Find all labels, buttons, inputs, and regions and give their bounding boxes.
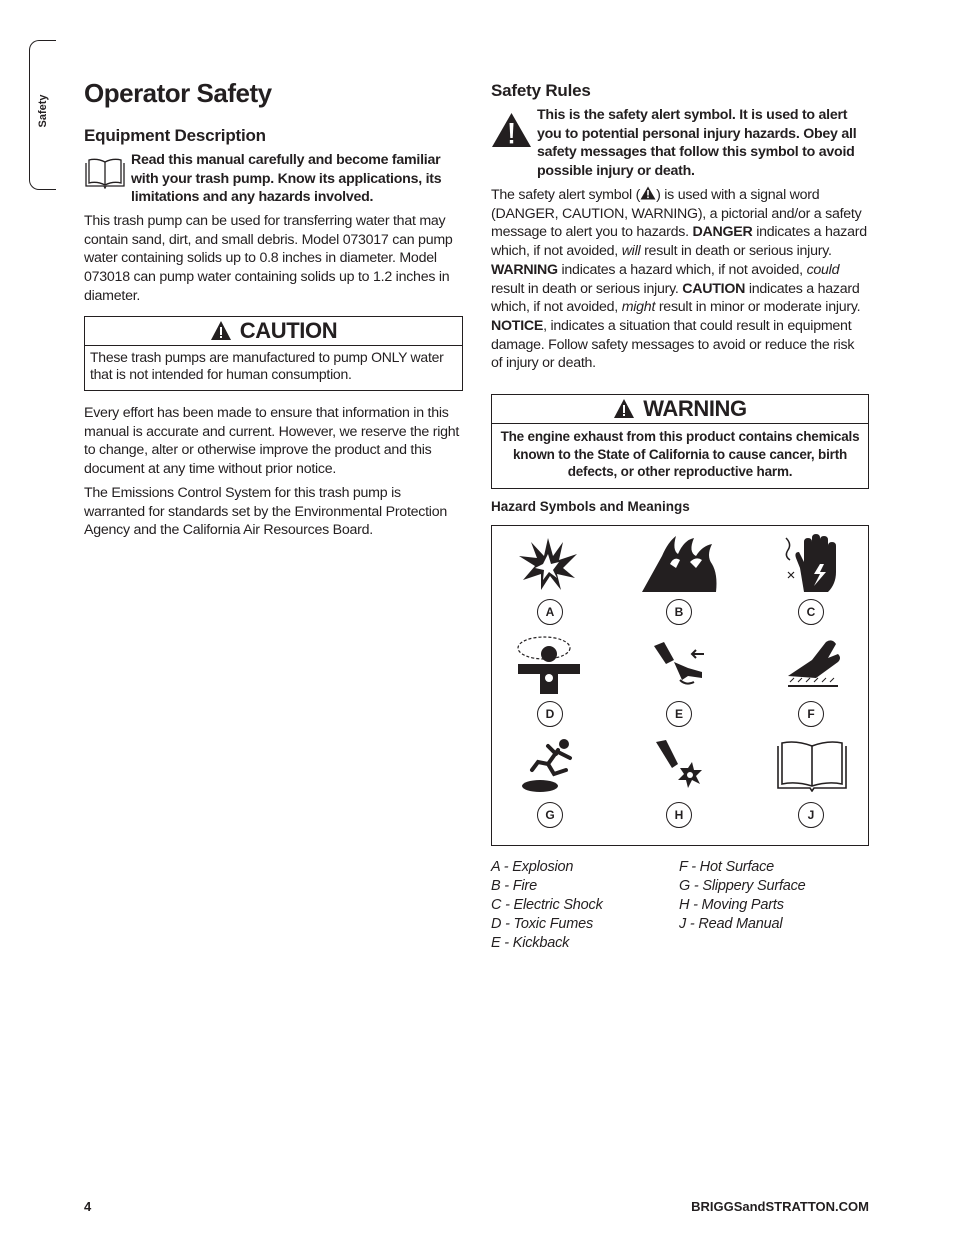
symbol-label-a: A xyxy=(537,599,563,625)
symbol-label-b: B xyxy=(666,599,692,625)
legend-item: E - Kickback xyxy=(491,935,570,951)
page-number: 4 xyxy=(84,1199,92,1214)
symbol-label-j: J xyxy=(798,802,824,828)
alert-triangle-icon xyxy=(613,398,635,420)
moving-parts-icon xyxy=(652,738,706,794)
legend-item: G - Slippery Surface xyxy=(679,878,806,894)
legend-item: B - Fire xyxy=(491,878,537,894)
safety-alert-paragraph: The safety alert symbol ( ) is used with a signal word (DANGER, CAUTION, WARNING), a pictorial and/or a safety message to alert you to hazards. DANGER indicates a hazard which, if not avoided, will result in death or serious injury. WARNING indicates a hazard which, if not avoided, could result in death or serious injury. CAUTION indicates a hazard which, if not avoided, might result in minor or moderate injury. NOTICE, indicates a situation that could result in equipment damage. Follow safety messages to avoid or reduce the risk of injury or death. xyxy=(491,187,867,372)
safety-alert-symbol-icon xyxy=(491,112,532,148)
symbol-label-g: G xyxy=(537,802,563,828)
symbol-label-d: D xyxy=(537,701,563,727)
hazard-symbols-grid xyxy=(491,525,869,846)
warning-text: The engine exhaust from this product contains chemicals known to the State of California to cause cancer, birth defects, or other reproductive harm. xyxy=(500,429,860,479)
side-tab-label: Safety xyxy=(37,94,49,128)
side-tab xyxy=(29,40,56,190)
legend-item: H - Moving Parts xyxy=(679,897,784,913)
alert-triangle-icon xyxy=(210,320,232,342)
legend-item: F - Hot Surface xyxy=(679,859,775,875)
toxic-fumes-icon xyxy=(514,634,584,696)
legend-left xyxy=(491,858,603,953)
equipment-heading: Equipment Description xyxy=(84,126,266,145)
explosion-icon xyxy=(517,536,579,592)
read-manual-hazard-icon xyxy=(776,740,848,792)
legend-item: C - Electric Shock xyxy=(491,897,603,913)
safety-rules-heading: Safety Rules xyxy=(491,81,591,100)
caution-box xyxy=(84,316,463,391)
warning-header xyxy=(492,395,868,424)
inline-alert-icon xyxy=(640,186,656,200)
legend-right xyxy=(679,858,806,934)
read-manual-icon xyxy=(84,157,126,189)
hot-surface-icon xyxy=(782,634,844,694)
equipment-notice: Read this manual carefully and become familiar with your trash pump. Know its applications, its limitations and any hazards involved. xyxy=(131,152,442,206)
warning-title: WARNING xyxy=(643,396,747,421)
alert-notice: This is the safety alert symbol. It is used to alert you to potential personal injury hazards. Obey all safety messages that follow this symbol to avoid possible injury or death. xyxy=(537,107,857,180)
legend-item: D - Toxic Fumes xyxy=(491,916,594,932)
kickback-icon xyxy=(652,640,708,686)
electric-shock-icon xyxy=(782,534,844,594)
equipment-paragraph-1: This trash pump can be used for transferring water that may contain sand, dirt, and small debris. Model 073017 can pump water containing solids up to 0.8 inches in diameter. Model 073018 can pump water containing solids up to 1.2 inches in diameter. xyxy=(84,213,453,304)
symbol-label-c: C xyxy=(798,599,824,625)
warning-box xyxy=(491,394,869,489)
legend-item: J - Read Manual xyxy=(679,916,783,932)
legend-item: A - Explosion xyxy=(491,859,574,875)
caution-title: CAUTION xyxy=(239,318,338,343)
equipment-paragraph-2: Every effort has been made to ensure that information in this manual is accurate and current. However, we reserve the right to change, alter or otherwise improve the product and this document at any time without prior notice. xyxy=(84,405,460,478)
equipment-paragraph-3: The Emissions Control System for this trash pump is warranted for standards set by the Environmental Protection Agency and the California Air Resources Board. xyxy=(84,485,447,539)
footer-website: BRIGGSandSTRATTON.COM xyxy=(691,1199,869,1214)
fire-icon xyxy=(640,534,720,594)
symbol-label-e: E xyxy=(666,701,692,727)
caution-header xyxy=(85,317,462,346)
slippery-surface-icon xyxy=(518,736,578,794)
symbol-label-f: F xyxy=(798,701,824,727)
hazard-symbols-heading: Hazard Symbols and Meanings xyxy=(491,499,690,514)
page-title: Operator Safety xyxy=(84,78,272,108)
symbol-label-h: H xyxy=(666,802,692,828)
caution-text: These trash pumps are manufactured to pump ONLY water that is not intended for human consumption. xyxy=(90,349,444,382)
